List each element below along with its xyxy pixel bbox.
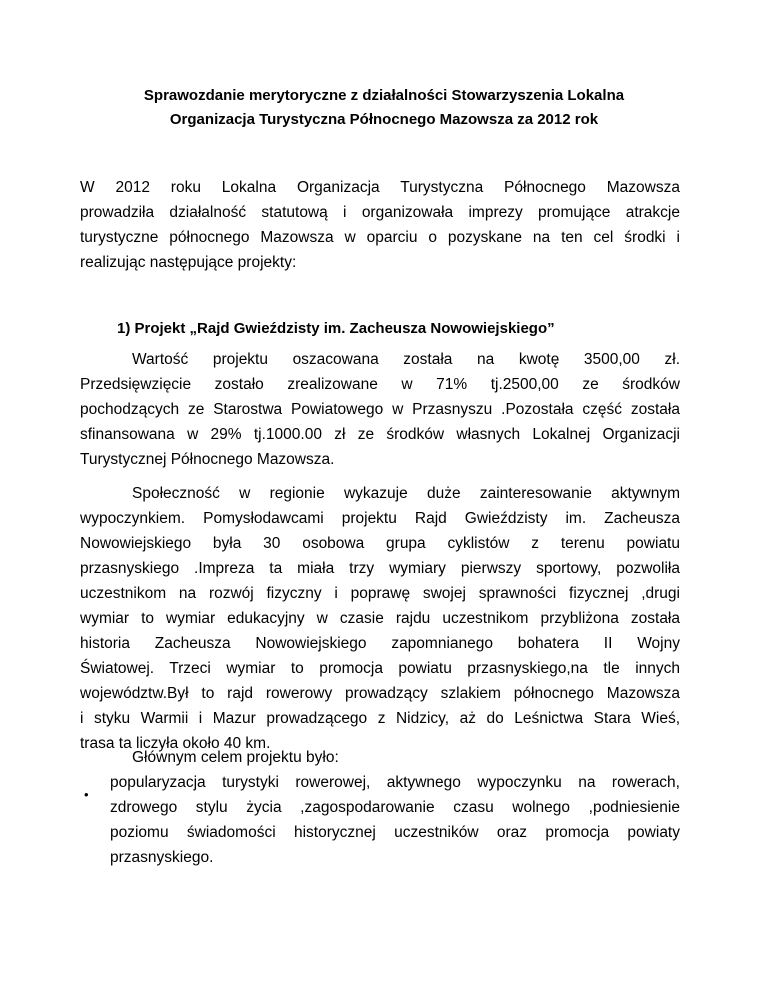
intro-paragraph (80, 175, 680, 275)
value-line: pochodzących ze Starostwa Powiatowego w Przasnyszu .Pozostała część została (80, 401, 680, 418)
bullet-item (110, 770, 680, 870)
community-line: przasnyskiego .Impreza ta miała trzy wymiary pierwszy sportowy, pozwoliła (80, 560, 680, 577)
value-paragraph (80, 347, 680, 472)
intro-line: prowadziła działalność statutową i organizowała imprezy promujące atrakcje (80, 204, 680, 221)
goal-label (80, 745, 680, 770)
section-heading: 1) Projekt „Rajd Gwieździsty im. Zacheusza Nowowiejskiego” (117, 320, 555, 337)
value-line: sfinansowana w 29% tj.1000.00 zł ze środków własnych Lokalnej Organizacji (80, 426, 680, 443)
title-line-2: Organizacja Turystyczna Północnego Mazowsza za 2012 rok (169, 111, 599, 128)
community-line: wymiar to wymiar edukacyjny w czasie rajdu uczestnikom przybliżona została (80, 610, 680, 627)
intro-line: realizując następujące projekty: (80, 254, 297, 271)
bullet-line: popularyzacja turystyki rowerowej, aktywnego wypoczynku na rowerach, (110, 774, 680, 791)
goal-label-text: Głównym celem projektu było: (132, 749, 339, 766)
community-paragraph (80, 481, 680, 756)
bullet-line: zdrowego stylu życia ,zagospodarowanie czasu wolnego ,podniesienie (110, 799, 680, 816)
bullet-icon: • (84, 787, 89, 802)
community-line: i styku Warmii i Mazur prowadzącego z Nidzicy, aż do Leśnictwa Stara Wieś, (80, 710, 680, 727)
value-line: Przedsięwzięcie zostało zrealizowane w 71% tj.2500,00 ze środków (80, 376, 680, 393)
intro-line: turystyczne północnego Mazowsza w oparciu o pozyskane na ten cel środki i (80, 229, 680, 246)
intro-line: W 2012 roku Lokalna Organizacja Turystyczna Północnego Mazowsza (80, 179, 680, 196)
title-line-1: Sprawozdanie merytoryczne z działalności Stowarzyszenia Lokalna (143, 87, 625, 104)
community-line: historia Zacheusza Nowowiejskiego zapomnianego bohatera II Wojny (80, 635, 680, 652)
bullet-line: poziomu świadomości historycznej uczestników oraz promocja powiaty (110, 824, 680, 841)
community-line: Społeczność w regionie wykazuje duże zainteresowanie aktywnym (132, 485, 680, 502)
value-line: Turystycznej Północnego Mazowsza. (80, 451, 335, 468)
document-title (80, 84, 688, 132)
community-line: Nowowiejskiego była 30 osobowa grupa cyklistów z terenu powiatu (80, 535, 680, 552)
bullet-line: przasnyskiego. (110, 849, 214, 866)
community-line: województw.Był to rajd rowerowy prowadzący szlakiem północnego Mazowsza (80, 685, 680, 702)
community-line: uczestnikom na rozwój fizyczny i poprawę swojej sprawności fizycznej ,drugi (80, 585, 680, 602)
community-line: wypoczynkiem. Pomysłodawcami projektu Rajd Gwieździsty im. Zacheusza (80, 510, 680, 527)
value-line: Wartość projektu oszacowana została na kwotę 3500,00 zł. (132, 351, 680, 368)
community-line: Światowej. Trzeci wymiar to promocja powiatu przasnyskiego,na tle innych (80, 660, 680, 677)
community-line: trasa ta liczyła około 40 km. (80, 735, 271, 752)
